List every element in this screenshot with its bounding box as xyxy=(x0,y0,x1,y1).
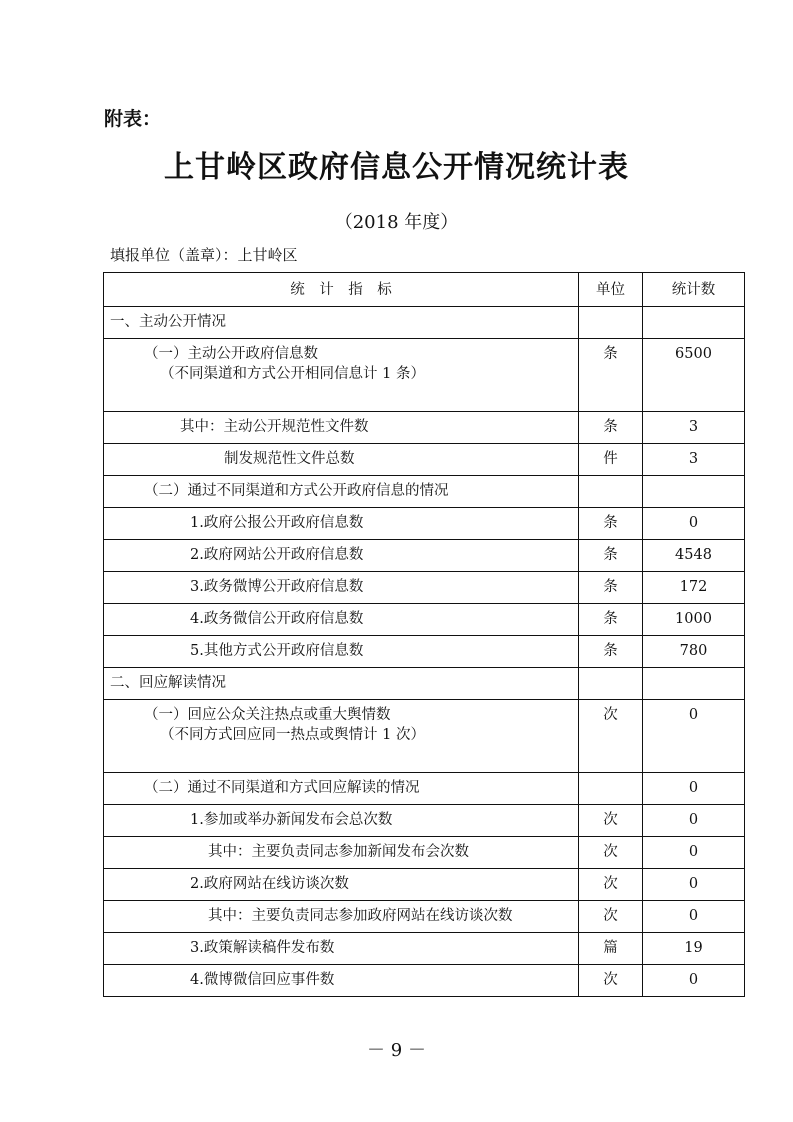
unit-cell: 次 xyxy=(579,837,643,869)
table-row xyxy=(104,604,745,636)
unit-cell: 条 xyxy=(579,508,643,540)
column-header-count: 统计数 xyxy=(643,273,745,307)
count-cell: 0 xyxy=(643,901,745,933)
indicator-text: （一）主动公开政府信息数 xyxy=(144,346,318,362)
unit-cell: 次 xyxy=(579,869,643,901)
statistics-table xyxy=(103,272,745,997)
count-cell xyxy=(643,476,745,508)
unit-cell: 条 xyxy=(579,636,643,668)
table-row xyxy=(104,476,745,508)
count-cell: 4548 xyxy=(643,540,745,572)
indicator-cell: 4.政务微信公开政府信息数 xyxy=(104,604,579,636)
indicator-cell: 一、主动公开情况 xyxy=(104,307,579,339)
count-cell: 0 xyxy=(643,805,745,837)
unit-cell: 篇 xyxy=(579,933,643,965)
indicator-cell: （二）通过不同渠道和方式回应解读的情况 xyxy=(104,773,579,805)
table-header-row xyxy=(104,273,745,307)
indicator-text: （一）回应公众关注热点或重大舆情数 xyxy=(144,707,391,723)
indicator-cell: 2.政府网站在线访谈次数 xyxy=(104,869,579,901)
indicator-cell: 制发规范性文件总数 xyxy=(104,444,579,476)
attachment-label: 附表： xyxy=(104,108,162,130)
table-row xyxy=(104,540,745,572)
indicator-note: （不同渠道和方式公开相同信息计 1 条） xyxy=(160,366,425,382)
indicator-cell xyxy=(104,700,579,773)
unit-cell: 次 xyxy=(579,965,643,997)
indicator-cell: 1.政府公报公开政府信息数 xyxy=(104,508,579,540)
count-cell: 0 xyxy=(643,508,745,540)
table-row xyxy=(104,508,745,540)
count-cell: 6500 xyxy=(643,339,745,412)
report-year: （2018 年度） xyxy=(334,212,459,233)
table-row xyxy=(104,965,745,997)
unit-cell: 条 xyxy=(579,412,643,444)
unit-cell: 条 xyxy=(579,339,643,412)
unit-cell xyxy=(579,773,643,805)
indicator-cell: 3.政务微博公开政府信息数 xyxy=(104,572,579,604)
unit-cell: 次 xyxy=(579,700,643,773)
count-cell: 3 xyxy=(643,412,745,444)
table-row xyxy=(104,901,745,933)
count-cell: 1000 xyxy=(643,604,745,636)
table-row xyxy=(104,412,745,444)
unit-cell xyxy=(579,307,643,339)
indicator-cell: 2.政府网站公开政府信息数 xyxy=(104,540,579,572)
count-cell: 0 xyxy=(643,965,745,997)
table-row xyxy=(104,933,745,965)
indicator-cell: （二）通过不同渠道和方式公开政府信息的情况 xyxy=(104,476,579,508)
filling-unit: 填报单位（盖章）：上甘岭区 xyxy=(110,246,298,264)
count-cell: 0 xyxy=(643,869,745,901)
page-title: 上甘岭区政府信息公开情况统计表 xyxy=(164,150,629,185)
table-row xyxy=(104,805,745,837)
count-cell: 19 xyxy=(643,933,745,965)
indicator-cell: 4.微博微信回应事件数 xyxy=(104,965,579,997)
table-row xyxy=(104,339,745,412)
table-row xyxy=(104,307,745,339)
table-row xyxy=(104,773,745,805)
unit-cell xyxy=(579,668,643,700)
indicator-cell xyxy=(104,339,579,412)
unit-cell: 次 xyxy=(579,805,643,837)
count-cell: 0 xyxy=(643,700,745,773)
count-cell: 172 xyxy=(643,572,745,604)
indicator-cell: 其中：主要负责同志参加政府网站在线访谈次数 xyxy=(104,901,579,933)
count-cell: 780 xyxy=(643,636,745,668)
unit-cell: 条 xyxy=(579,572,643,604)
table-row xyxy=(104,837,745,869)
table-row xyxy=(104,572,745,604)
column-header-indicator: 统 计 指 标 xyxy=(104,273,579,307)
unit-cell: 次 xyxy=(579,901,643,933)
unit-cell xyxy=(579,476,643,508)
count-cell xyxy=(643,307,745,339)
indicator-note: （不同方式回应同一热点或舆情计 1 次） xyxy=(160,727,425,743)
count-cell: 0 xyxy=(643,773,745,805)
count-cell xyxy=(643,668,745,700)
unit-cell: 条 xyxy=(579,540,643,572)
indicator-cell: 1.参加或举办新闻发布会总次数 xyxy=(104,805,579,837)
table-row xyxy=(104,869,745,901)
unit-cell: 条 xyxy=(579,604,643,636)
indicator-cell: 3.政策解读稿件发布数 xyxy=(104,933,579,965)
table-row xyxy=(104,636,745,668)
count-cell: 0 xyxy=(643,837,745,869)
table-row xyxy=(104,700,745,773)
indicator-cell: 其中：主动公开规范性文件数 xyxy=(104,412,579,444)
table-row xyxy=(104,668,745,700)
table-row xyxy=(104,444,745,476)
page-number: － 9 － xyxy=(367,1040,426,1061)
count-cell: 3 xyxy=(643,444,745,476)
unit-cell: 件 xyxy=(579,444,643,476)
indicator-cell: 其中：主要负责同志参加新闻发布会次数 xyxy=(104,837,579,869)
indicator-cell: 二、回应解读情况 xyxy=(104,668,579,700)
column-header-unit: 单位 xyxy=(579,273,643,307)
indicator-cell: 5.其他方式公开政府信息数 xyxy=(104,636,579,668)
